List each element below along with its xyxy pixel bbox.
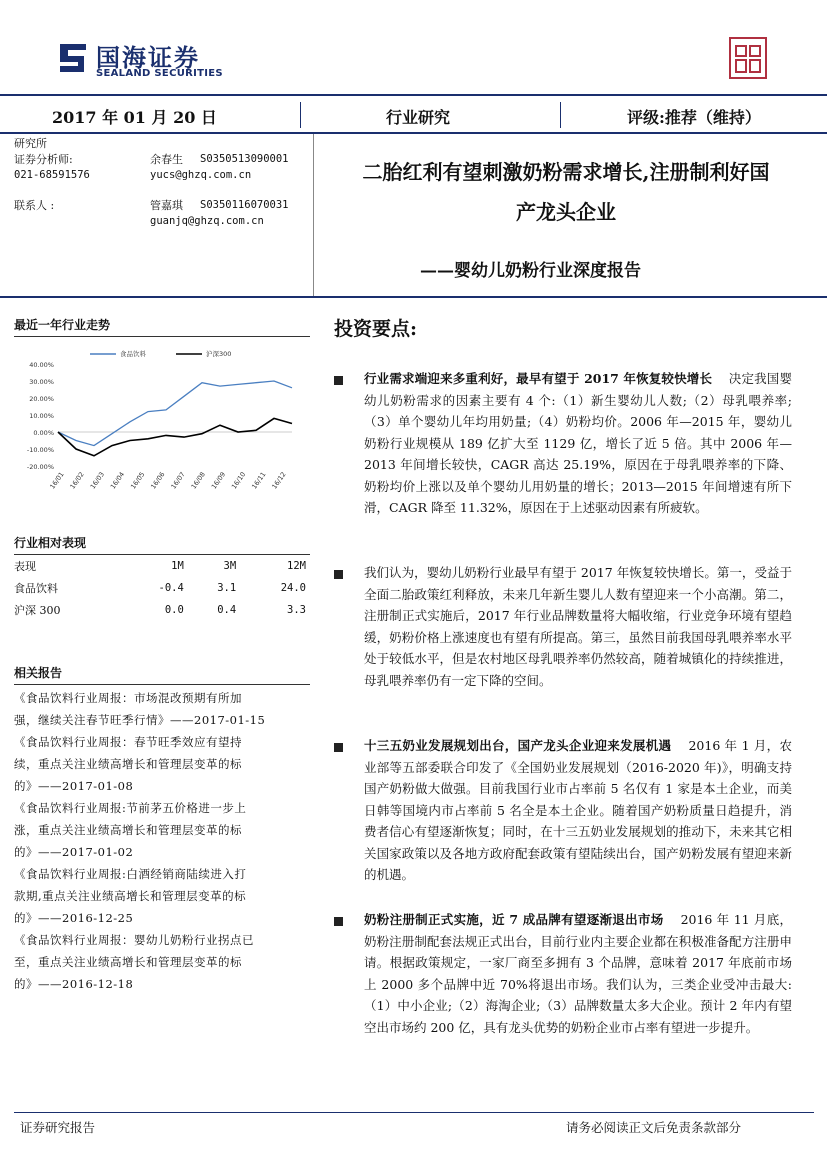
report-title — [336, 152, 796, 232]
cell-3m: 0.4 — [217, 604, 237, 616]
report-info-bar — [0, 94, 827, 134]
analyst-name: 余春生 — [150, 153, 183, 166]
y-tick-label: 10.00% — [29, 412, 54, 420]
trend-section — [14, 316, 310, 337]
divider — [300, 102, 301, 128]
col-header: 表现 — [14, 560, 36, 573]
related-reports — [14, 664, 310, 995]
footer-left: 证券研究报告 — [20, 1120, 96, 1135]
row-name: 食品饮料 — [14, 582, 58, 595]
analyst-email: yucs@ghzq.com.cn — [150, 169, 252, 181]
table-row — [14, 577, 306, 599]
related-report-line[interactable]: 的》——2016-12-18 — [14, 977, 134, 991]
report-type: 行业研究 — [386, 108, 451, 127]
research-seal-icon — [728, 36, 768, 80]
company-logo — [56, 38, 256, 82]
report-date: 2017 年 01 月 20 日 — [52, 108, 217, 127]
contact-name: 管嘉琪 — [150, 199, 183, 212]
paragraph-1 — [364, 368, 792, 519]
related-report-line[interactable]: 《食品饮料行业周报：春节旺季效应有望持 — [14, 735, 242, 749]
x-tick-label: 16/03 — [88, 470, 107, 491]
bullet-icon — [334, 376, 343, 385]
paragraph-1-lead: 行业需求端迎来多重利好，最早有望于 2017 年恢复较快增长 — [364, 371, 713, 386]
cell-12m: 3.3 — [287, 604, 306, 616]
cell-1m: -0.4 — [158, 582, 184, 594]
divider — [560, 102, 561, 128]
analyst-label: 证券分析师: — [14, 153, 73, 166]
report-subtitle: ——婴幼儿奶粉行业深度报告 — [420, 261, 641, 281]
table-row — [14, 599, 306, 621]
related-report-line[interactable]: 的》——2017-01-02 — [14, 845, 134, 859]
x-tick-label: 16/09 — [209, 470, 228, 491]
y-tick-label: 30.00% — [29, 378, 54, 386]
related-report-line[interactable]: 《食品饮料行业周报：市场混改预期有所加 — [14, 691, 242, 705]
analyst-cert: S0350513090001 — [200, 153, 289, 165]
bullet-icon — [334, 917, 343, 926]
contact-email: guanjq@ghzq.com.cn — [150, 215, 264, 227]
paragraph-2-body: 我们认为，婴幼儿奶粉行业最早有望于 2017 年恢复较快增长。第一，受益于全面二胎政策红利释放，未来几年新生婴儿人数有望迎来一个小高潮。第二，注册制正式实施后，2017 年行业品牌数量将大幅收缩，行业竞争环境有望趋缓，奶粉价格上涨速度也有望有所提高。第三，虽然目前我国母乳喂养率水平处于较低水平，但是农村地区母乳喂养率仍然较高，随着城镇化的持续推进，母乳喂养率仍有一定下降的空间。 — [364, 565, 792, 688]
related-report-line[interactable]: 的》——2017-01-08 — [14, 779, 134, 793]
related-report-line[interactable]: 的》——2016-12-25 — [14, 911, 134, 925]
paragraph-2 — [364, 562, 792, 691]
investment-highlights-heading: 投资要点: — [334, 318, 418, 340]
contact-label: 联系人 : — [14, 199, 55, 212]
table-header-row — [14, 555, 306, 577]
y-tick-label: 0.00% — [33, 429, 54, 437]
x-tick-label: 16/05 — [129, 470, 147, 491]
related-report-line[interactable]: 至，重点关注业绩高增长和管理层变革的标 — [14, 955, 242, 969]
legend-label: 沪深300 — [206, 350, 232, 358]
cell-3m: 3.1 — [217, 582, 237, 594]
related-report-line[interactable]: 款期,重点关注业绩高增长和管理层变革的标 — [14, 889, 247, 903]
performance-section — [14, 534, 310, 621]
related-label: 相关报告 — [14, 666, 63, 680]
rating: 评级:推荐（维持） — [627, 108, 761, 127]
paragraph-3 — [364, 735, 792, 886]
paragraph-1-body: 决定我国婴幼儿奶粉需求的因素主要有 4 个:（1）新生婴幼儿人数;（2）母乳喂养率;（3）单个婴幼儿年均用奶量;（4）奶粉均价。2006 年—2015 年，婴幼儿奶粉行业规模从 189 亿扩大至 1129 亿，增长了近 5 倍。其中 2006 年—2013 年间增长较快，CAGR 高达 25.19%，原因在于母乳喂养率的下降、奶粉均价上涨以及单个婴幼儿用奶量的增长；2013—2015 年间增速有所下滑，CAGR 降至 11.32%，原因在于上述驱动因素有所疲软。 — [364, 371, 792, 515]
footer-disclaimer: 请务必阅读正文后免责条款部分 — [566, 1120, 742, 1135]
x-tick-label: 16/08 — [189, 470, 207, 491]
sealand-logo-icon — [56, 38, 90, 78]
header-rule — [0, 296, 827, 298]
x-tick-label: 16/11 — [250, 470, 268, 491]
legend-label: 食品饮料 — [120, 350, 146, 358]
related-report-line[interactable]: 《食品饮料行业周报:白酒经销商陆续进入打 — [14, 867, 247, 881]
title-line-2: 产龙头企业 — [516, 200, 616, 224]
logo-text-en: SEALAND SECURITIES — [96, 68, 223, 79]
contact-cert: S0350116070031 — [200, 199, 289, 211]
section-rule — [14, 684, 310, 685]
paragraph-3-body: 2016 年 1 月，农业部等五部委联合印发了《全国奶业发展规划（2016-2020 年)》，明确支持国产奶粉做大做强。目前我国行业市占率前 5 名仅有 1 家是本土企业，而美日韩等国境内市占率前 5 名全是本土企业。随着国产奶粉质量日趋提升，消费者信心有望逐渐恢复；同时，在十三五奶业发展规划的推动下，未来其它相关国家政策以及各地方政府配套政策有望陆续出台，国产奶粉发展有望迎来新的机遇。 — [364, 738, 792, 882]
x-tick-label: 16/07 — [169, 470, 187, 491]
paragraph-4-body: 2016 年 11 月底，奶粉注册制配套法规正式出台，目前行业内主要企业都在积极准备配方注册申请。根据政策规定，一家厂商至多拥有 3 个品牌，意味着 2017 年底前市场上 2000 多个品牌中近 70%将退出市场。我们认为，三类企业受冲击最大:（1）中小企业;（2）海淘企业;（3）品牌数量太多大企业。预计 2 年内有望空出市场约 200 亿，具有龙头优势的奶粉企业市占率有望进一步提升。 — [364, 912, 792, 1035]
col-header: 3M — [223, 560, 237, 572]
header-divider — [313, 134, 314, 296]
trend-label: 最近一年行业走势 — [14, 318, 111, 332]
bullet-icon — [334, 743, 343, 752]
related-report-line[interactable]: 强，继续关注春节旺季行情》——2017-01-15 — [14, 713, 266, 727]
related-report-line[interactable]: 续，重点关注业绩高增长和管理层变革的标 — [14, 757, 242, 771]
cell-12m: 24.0 — [280, 582, 306, 594]
logo-text-cn: 国海证券 — [96, 44, 200, 72]
x-tick-label: 16/01 — [48, 470, 66, 491]
contacts-block — [14, 136, 310, 230]
industry-trend-chart — [14, 344, 304, 494]
performance-table — [14, 555, 306, 621]
x-tick-label: 16/12 — [270, 470, 288, 491]
related-report-line[interactable]: 涨，重点关注业绩高增长和管理层变革的标 — [14, 823, 242, 837]
y-tick-label: -20.00% — [26, 463, 54, 471]
row-name: 沪深 300 — [14, 604, 61, 617]
paragraph-4-lead: 奶粉注册制正式实施，近 7 成品牌有望逐渐退出市场 — [364, 912, 664, 927]
col-header: 12M — [287, 560, 306, 572]
x-tick-label: 16/02 — [68, 470, 86, 491]
paragraph-4 — [364, 909, 792, 1038]
dept-label: 研究所 — [14, 137, 47, 150]
cell-1m: 0.0 — [164, 604, 184, 616]
x-tick-label: 16/10 — [229, 470, 248, 491]
footer-rule — [14, 1112, 814, 1113]
x-tick-label: 16/06 — [149, 470, 167, 491]
series-line-csi300 — [58, 418, 292, 455]
y-tick-label: 20.00% — [29, 395, 54, 403]
section-rule — [14, 336, 310, 337]
y-tick-label: 40.00% — [29, 361, 54, 369]
related-report-line[interactable]: 《食品饮料行业周报：婴幼儿奶粉行业拐点已 — [14, 933, 254, 947]
title-line-1: 二胎红利有望刺激奶粉需求增长,注册制利好国 — [362, 160, 770, 184]
col-header: 1M — [171, 560, 184, 572]
y-tick-label: -10.00% — [26, 446, 54, 454]
related-report-line[interactable]: 《食品饮料行业周报:节前茅五价格进一步上 — [14, 801, 247, 815]
performance-label: 行业相对表现 — [14, 536, 87, 550]
x-tick-label: 16/04 — [108, 470, 127, 491]
bullet-icon — [334, 570, 343, 579]
paragraph-3-lead: 十三五奶业发展规划出台，国产龙头企业迎来发展机遇 — [364, 738, 672, 753]
analyst-phone: 021-68591576 — [14, 169, 90, 181]
